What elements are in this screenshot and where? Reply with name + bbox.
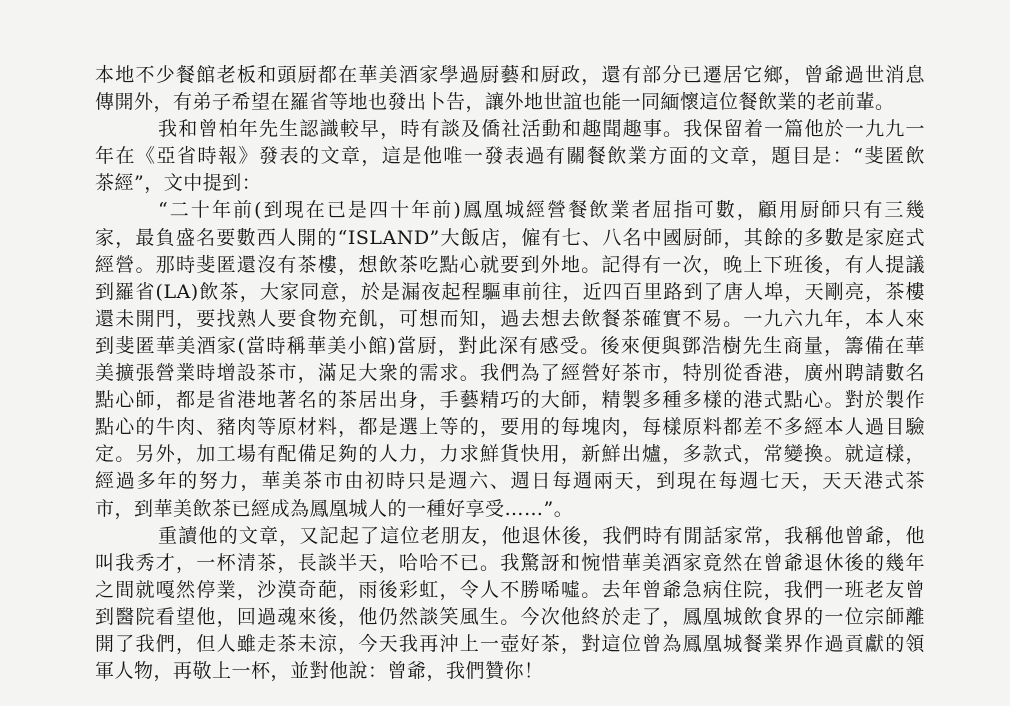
text-line: 本地不少餐館老板和頭厨都在華美酒家學過厨藝和厨政，還有部分已遷居它鄉，曾爺過世消息 bbox=[95, 64, 925, 86]
text-line: 定。另外，加工場有配備足夠的人力，力求鮮貨快用，新鮮出爐，多款式，常變換。就這樣， bbox=[95, 443, 925, 466]
text-line: 叫我秀才，一杯清茶，長談半天，哈哈不已。我驚訝和惋惜華美酒家竟然在曾爺退休後的幾年 bbox=[95, 551, 925, 574]
text-line: 美擴張營業時增設茶市，滿足大衆的需求。我們為了經營好茶市，特別從香港，廣州聘請數名 bbox=[95, 362, 925, 385]
text-line: 還未開門，要找熟人要食物充飢，可想而知，過去想去飲餐茶確實不易。一九六九年，本人來 bbox=[95, 307, 925, 330]
text-line: 重讀他的文章，又記起了這位老朋友，他退休後，我們時有閒話家常，我稱他曾爺，他 bbox=[158, 524, 925, 547]
text-line: 年在《亞省時報》發表的文章，這是他唯一發表過有關餐飲業方面的文章，題目是：“斐匿飲 bbox=[95, 145, 925, 168]
text-line: 經過多年的努力，華美茶市由初時只是週六、週日每週兩天，到現在每週七天，天天港式茶 bbox=[95, 470, 925, 493]
text-line: 家，最負盛名要數西人開的“ISLAND”大飯店，僱有七、八名中國厨師，其餘的多數是家庭式 bbox=[95, 226, 925, 249]
text-line: 點心的牛肉、豬肉等原材料，都是選上等的，要用的每塊肉，每樣原料都差不多經本人過目驗 bbox=[95, 416, 925, 439]
text-line: 茶經”，文中提到： bbox=[95, 172, 262, 195]
text-line: 經營。那時斐匿還沒有茶樓，想飲茶吃點心就要到外地。記得有一次，晚上下班後，有人提議 bbox=[95, 253, 925, 276]
text-line: 我和曾柏年先生認識較早，時有談及僑社活動和趣聞趣事。我保留着一篇他於一九九一 bbox=[158, 118, 925, 141]
text-line: 開了我們，但人雖走茶未涼，今天我再沖上一壺好茶，對這位曾為鳳凰城餐業界作過貢獻的領 bbox=[95, 632, 925, 655]
text-line: 傳開外，有弟子希望在羅省等地也發出卜告，讓外地世誼也能一同緬懷這位餐飲業的老前輩。 bbox=[95, 91, 895, 114]
text-line: 到斐匿華美酒家(當時稱華美小館)當厨，對此深有感受。後來便與鄧浩樹先生商量，籌備在華 bbox=[95, 334, 925, 357]
article-text-block bbox=[95, 62, 925, 685]
text-line: 軍人物，再敬上一杯，並對他說：曾爺，我們贊你！ bbox=[95, 660, 544, 683]
text-line: 點心師，都是省港地著名的茶居出身，手藝精巧的大師，精製多種多樣的港式點心。對於製作 bbox=[95, 389, 925, 412]
text-line: 到醫院看望他，回過魂來後，他仍然談笑風生。今次他終於走了，鳳凰城飲食界的一位宗師離 bbox=[95, 605, 925, 628]
text-line: 之間就嘎然停業，沙漠奇葩，雨後彩虹，令人不勝唏噓。去年曾爺急病住院，我們一班老友曾 bbox=[95, 578, 925, 601]
text-line: 市，到華美飲茶已經成為鳳凰城人的一種好享受……”。 bbox=[95, 497, 574, 520]
text-line: 到羅省(LA)飲茶，大家同意，於是漏夜起程驅車前往，近四百里路到了唐人埠，天剛亮，茶樓 bbox=[95, 280, 925, 303]
text-line: “二十年前(到現在已是四十年前)鳳凰城經營餐飲業者屈指可數，顧用厨師只有三幾 bbox=[158, 199, 925, 222]
